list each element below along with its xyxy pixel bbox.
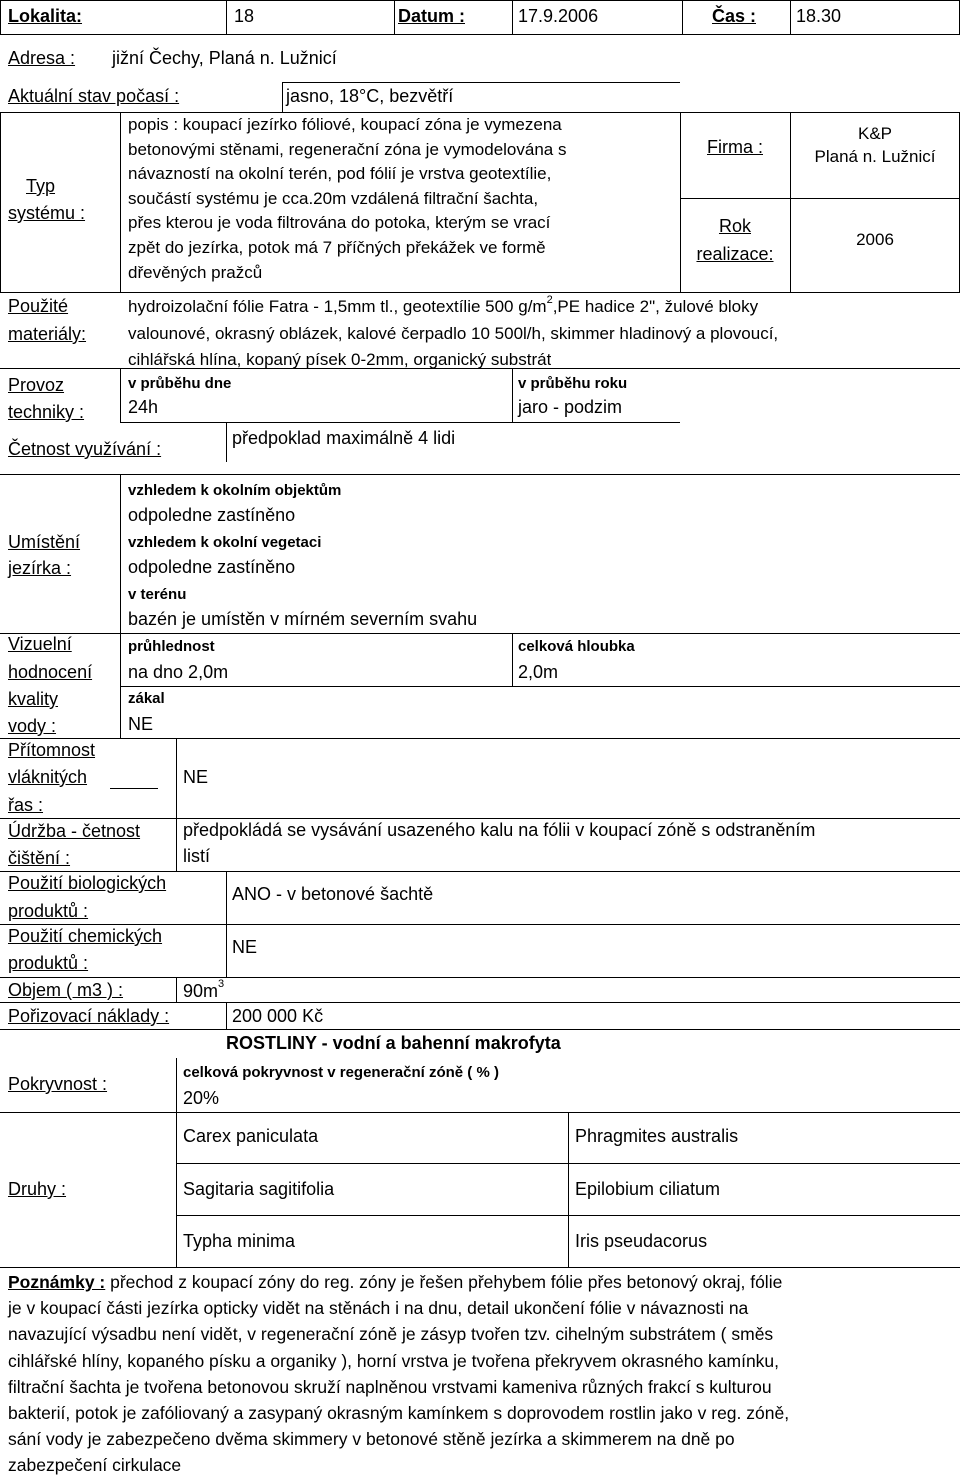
datum-value: 17.9.2006 — [518, 6, 599, 26]
rasy-label-2: vláknitých — [8, 767, 88, 787]
cetnost-label: Četnost využívání : — [8, 439, 162, 459]
materials-sup: 2 — [546, 294, 553, 306]
system-popis — [128, 113, 678, 285]
umisteni-objekty-label: vzhledem k okolním objektům — [128, 482, 342, 499]
species-item: Sagitaria sagitifolia — [183, 1179, 335, 1199]
popis-line: přes kterou je voda filtrována do potoka, kterým se vrací — [128, 213, 551, 233]
lokalita-label: Lokalita: — [8, 6, 83, 26]
poznamky-line: zabezpečení cirkulace — [8, 1455, 182, 1476]
bio-top-line — [0, 871, 960, 872]
rasy-label-1: Přítomnost — [8, 740, 96, 760]
firma-value-1: K&P — [857, 124, 893, 143]
rasy-divider — [176, 739, 177, 818]
chem-value: NE — [232, 937, 258, 957]
umisteni-vegetace-value: odpoledne zastíněno — [128, 557, 296, 577]
kvalita-label-3: kvality — [8, 689, 59, 709]
rostliny-title: ROSTLINY - vodní a bahenní makrofyta — [226, 1033, 561, 1053]
naklady-top-line — [0, 1002, 960, 1003]
kvalita-top-line — [0, 633, 960, 634]
poznamky-line: je v koupací části jezírka opticky vidět na stěnách i na dnu, detail ukončení fólie v návaznosti na — [8, 1298, 749, 1319]
umisteni-label-1: Umístění — [8, 532, 81, 552]
species-item: Typha minima — [183, 1231, 296, 1251]
umisteni-divider — [120, 475, 121, 633]
poznamky-top-line — [0, 1267, 960, 1268]
header-divider-4 — [682, 0, 683, 35]
chem-label-1: Použití chemických — [8, 926, 163, 946]
popis-line: součástí systému je cca.20m vzdálená filtrační šachta, — [128, 188, 539, 208]
materials-line-1a: hydroizolační fólie Fatra - 1,5mm tl., geotextílie 500 g/m — [128, 297, 547, 316]
rasy-value: NE — [183, 767, 209, 787]
header-divider-5 — [790, 0, 791, 35]
umisteni-vegetace-label: vzhledem k okolní vegetaci — [128, 534, 322, 551]
materials-line-1b: ,PE hadice 2", žulové bloky — [552, 297, 759, 316]
chem-label-2: produktů : — [8, 953, 89, 973]
chem-top-line — [0, 924, 960, 925]
weather-value: jasno, 18°C, bezvětří — [286, 86, 454, 106]
rok-label-1: Rok — [718, 216, 751, 236]
udrzba-divider — [176, 819, 177, 871]
header-divider-2 — [394, 0, 395, 35]
umisteni-objekty-value: odpoledne zastíněno — [128, 505, 296, 525]
materials-line-3-clip — [128, 350, 551, 368]
pokryvnost-label: Pokryvnost : — [8, 1074, 108, 1094]
materials-line-2: valounové, okrasný oblázek, kalové čerpadlo 10 500l/h, skimmer hladinový a plovoucí, — [128, 324, 779, 343]
provoz-rok-label: v průběhu roku — [518, 375, 628, 392]
popis-line: dřevěných pražců — [128, 262, 263, 282]
udrzba-value-1: předpokládá se vysávání usazeného kalu na fólii v koupací zóně s odstraněním — [183, 820, 816, 840]
system-label-2: systému : — [8, 203, 86, 223]
bio-label-1: Použití biologických — [8, 873, 167, 893]
firma-label: Firma : — [707, 137, 763, 157]
provoz-den-value: 24h — [128, 397, 159, 417]
adresa-label: Adresa : — [8, 48, 76, 68]
poznamky-block — [8, 1269, 958, 1479]
druhy-col-line — [568, 1113, 569, 1267]
objem-top-line — [0, 977, 960, 978]
pruhlednost-label: průhlednost — [128, 638, 215, 655]
zakal-label: zákal — [128, 690, 165, 707]
bio-label-2: produktů : — [8, 901, 89, 921]
species-item: Iris pseudacorus — [575, 1231, 708, 1251]
species-item: Phragmites australis — [575, 1126, 739, 1146]
pokryvnost-bottom-line — [0, 1112, 960, 1113]
cetnost-divider — [226, 422, 227, 462]
objem-value-number: 90m — [183, 981, 219, 1001]
hloubka-value: 2,0m — [518, 662, 559, 682]
poznamky-line: cihlářské hlíny, kopaného písku a organiky ), horní vrstva je tvořena překryvem okrasného kamínku, — [8, 1350, 780, 1371]
provoz-divider-mid — [512, 369, 513, 422]
provoz-label-2: techniky : — [8, 402, 85, 422]
cas-label: Čas : — [712, 6, 757, 26]
cas-value: 18.30 — [796, 6, 842, 26]
pokryvnost-divider — [176, 1058, 177, 1112]
umisteni-label-2: jezírka : — [8, 558, 72, 578]
naklady-label: Pořizovací náklady : — [8, 1006, 170, 1026]
materials-line-1 — [128, 294, 759, 317]
druhy-divider — [176, 1113, 177, 1267]
weather-label: Aktuální stav počasí : — [8, 86, 180, 106]
udrzba-value-2: listí — [183, 846, 210, 866]
provoz-bottom-line — [120, 422, 680, 423]
system-divider-left — [120, 112, 121, 293]
header-divider-1 — [226, 0, 227, 35]
system-label-1: Typ — [26, 176, 56, 196]
poznamky-line — [8, 1269, 958, 1295]
popis-line: návazností na okolní terén, pod fólií je vrstva geotextílie, — [128, 164, 552, 184]
rasy-label-underline — [110, 788, 158, 789]
naklady-divider — [226, 1003, 227, 1029]
rasy-label-3: řas : — [8, 795, 44, 815]
lokalita-value: 18 — [234, 6, 255, 26]
materials-bottom-line — [0, 368, 960, 369]
materials-line-3: cihlářská hlína, kopaný písek 0-2mm, organický substrát — [128, 350, 552, 368]
pokryvnost-sub: celková pokryvnost v regenerační zóně ( % ) — [183, 1064, 499, 1081]
umisteni-top-line — [0, 474, 960, 475]
pokryvnost-value: 20% — [183, 1088, 220, 1108]
objem-label: Objem ( m3 ) : — [8, 980, 124, 1000]
poznamky-line: navazující výsadbu není vidět, v regenerační zóně je zásyp tvořen tzv. cihelným substrátem ( směs — [8, 1324, 774, 1345]
popis-line: popis : koupací jezírko fóliové, koupací zóna je vymezena — [128, 115, 562, 134]
druhy-label: Druhy : — [8, 1179, 67, 1199]
objem-value-sup: 3 — [218, 978, 225, 990]
hloubka-label: celková hloubka — [518, 638, 635, 655]
species-item: Carex paniculata — [183, 1126, 319, 1146]
materials-label-1: Použité — [8, 296, 69, 316]
kvalita-label-4: vody : — [8, 716, 57, 736]
umisteni-teren-label: v terénu — [128, 586, 187, 603]
datum-label: Datum : — [398, 6, 465, 26]
zakal-value: NE — [128, 714, 154, 734]
kvalita-divider-mid — [512, 634, 513, 686]
adresa-value: jižní Čechy, Planá n. Lužnicí — [112, 48, 337, 68]
poznamky-line: bakterií, potok je zafóliovaný a zasypaný okrasným kamínkem s doprovodem rostlin jako v reg. zóně, — [8, 1403, 790, 1424]
system-divider-firma — [790, 112, 791, 293]
popis-line: betonovými stěnami, regenerační zóna je vymodelována s — [128, 139, 567, 159]
provoz-rok-value: jaro - podzim — [518, 397, 623, 417]
rok-value: 2006 — [856, 230, 894, 249]
poznamky-line: sání vody je zabezpečeno dvěma skimmery v betonové stěně jezírka a skimmerem na dně po — [8, 1429, 735, 1450]
kvalita-mid-line — [120, 686, 960, 687]
header-divider-3 — [512, 0, 513, 35]
provoz-den-label: v průběhu dne — [128, 375, 232, 392]
chem-divider — [226, 925, 227, 977]
naklady-value: 200 000 Kč — [232, 1006, 324, 1026]
bio-divider — [226, 872, 227, 924]
poznamky-label: Poznámky : — [8, 1272, 106, 1292]
poznamky-line-0: přechod z koupací zóny do reg. zóny je řešen přehybem fólie přes betonový okraj, fólie — [110, 1272, 783, 1292]
rok-label-2: realizace: — [696, 244, 774, 264]
pruhlednost-value: na dno 2,0m — [128, 662, 229, 682]
materials-label-2: materiály: — [8, 324, 87, 344]
bio-value: ANO - v betonové šachtě — [232, 884, 434, 904]
kvalita-label-1: Vizuelní — [8, 634, 72, 654]
udrzba-label-1: Údržba - četnost — [8, 821, 141, 841]
provoz-divider-left — [120, 369, 121, 422]
provoz-label-1: Provoz — [8, 375, 65, 395]
objem-divider — [176, 978, 177, 1002]
objem-value — [183, 978, 225, 1002]
cetnost-value: předpoklad maximálně 4 lidi — [232, 428, 456, 448]
kvalita-label-2: hodnocení — [8, 662, 93, 682]
udrzba-label-2: čištění : — [8, 848, 71, 868]
udrzba-top-line — [0, 818, 960, 819]
rostliny-top-line — [0, 1029, 960, 1030]
firma-value-2: Planá n. Lužnicí — [814, 147, 936, 166]
rasy-top-line — [0, 738, 960, 739]
umisteni-teren-value: bazén je umístěn v mírném severním svahu — [128, 609, 478, 629]
species-item: Epilobium ciliatum — [575, 1179, 721, 1199]
system-divider-firma-h — [680, 198, 960, 199]
poznamky-line: filtrační šachta je tvořena betonovou skruží naplněnou vrstvami kameniva různých frakcí s kulturou — [8, 1376, 772, 1397]
popis-line: zpět do jezírka, potok má 7 příčných překážek ve formě — [128, 237, 546, 257]
